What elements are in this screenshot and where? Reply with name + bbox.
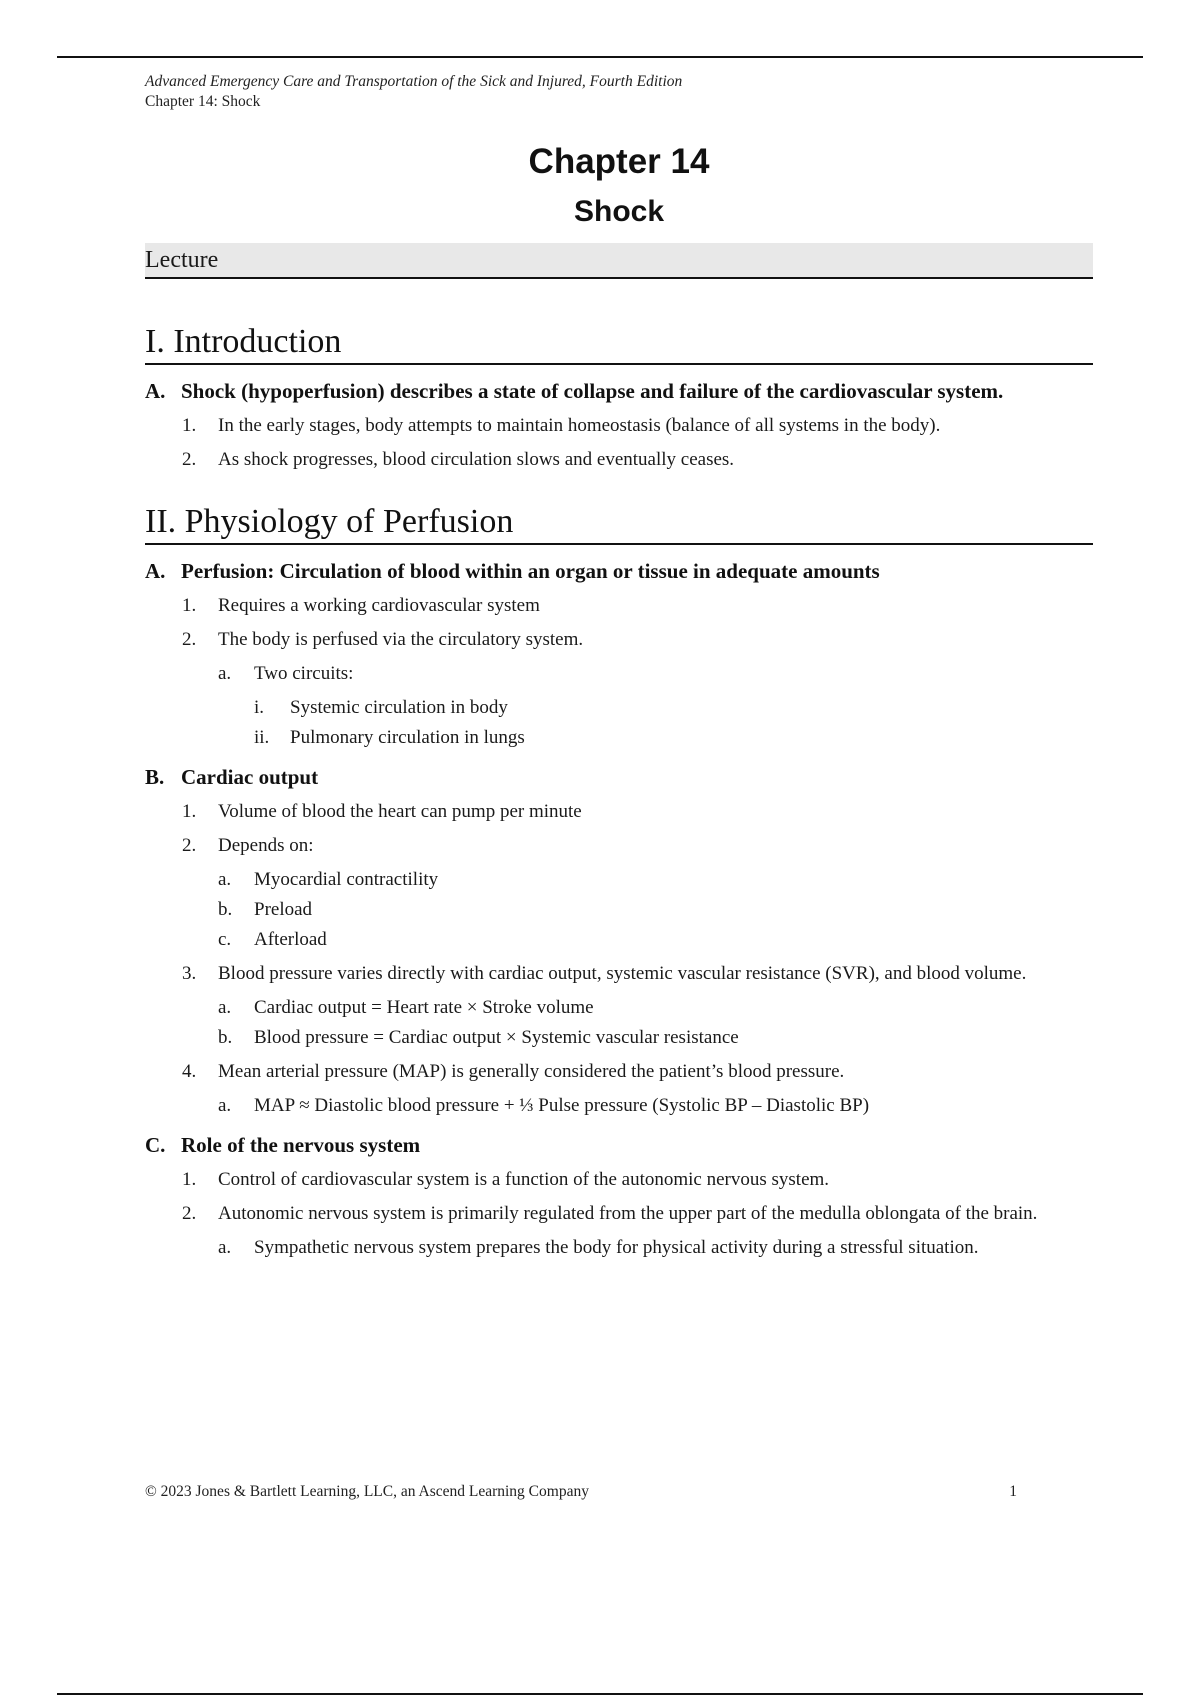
list-text: Cardiac output = Heart rate × Stroke volume	[254, 997, 594, 1018]
sub-list-item	[145, 995, 1093, 1021]
section-heading-physiology: II. Physiology of Perfusion	[145, 501, 1093, 545]
list-item	[145, 1059, 1093, 1085]
list-marker: b.	[218, 899, 233, 920]
list-text: Blood pressure varies directly with cardiac output, systemic vascular resistance (SVR), and blood volume.	[218, 963, 1027, 984]
section-heading-introduction: I. Introduction	[145, 321, 1093, 365]
list-text: Blood pressure = Cardiac output × Systemic vascular resistance	[254, 1027, 739, 1048]
list-text: Systemic circulation in body	[290, 697, 508, 718]
list-marker: 1.	[182, 1169, 197, 1190]
list-marker: a.	[218, 869, 232, 890]
sub-sub-list-item	[145, 695, 1093, 721]
list-text: MAP ≈ Diastolic blood pressure + ⅓ Pulse pressure (Systolic BP – Diastolic BP)	[254, 1095, 870, 1116]
outline-item-a	[145, 377, 1093, 405]
book-title: Advanced Emergency Care and Transportation of the Sick and Injured, Fourth Edition	[145, 73, 683, 90]
list-marker: 2.	[182, 835, 197, 856]
outline-text: Perfusion: Circulation of blood within an organ or tissue in adequate amounts	[181, 559, 880, 583]
outline-marker: A.	[145, 379, 166, 403]
list-item	[145, 593, 1093, 619]
chapter-subtitle: Shock	[573, 195, 665, 228]
outline-text: Role of the nervous system	[181, 1133, 421, 1157]
sub-list-item	[145, 661, 1093, 687]
sub-list-item	[145, 867, 1093, 893]
running-head	[145, 72, 1093, 112]
list-text: Preload	[254, 899, 313, 920]
list-item	[145, 961, 1093, 987]
outline-item-a	[145, 557, 1093, 585]
bottom-rule	[57, 1693, 1143, 1695]
list-marker: a.	[218, 663, 232, 684]
list-item	[145, 833, 1093, 859]
outline-text: Cardiac output	[181, 765, 319, 789]
list-text: Requires a working cardiovascular system	[218, 595, 540, 616]
list-text: Autonomic nervous system is primarily regulated from the upper part of the medulla oblongata of the brain.	[218, 1203, 1038, 1224]
chapter-line: Chapter 14: Shock	[145, 93, 261, 110]
page-footer	[145, 1482, 1017, 1502]
list-item	[145, 627, 1093, 653]
outline-marker: C.	[145, 1133, 166, 1157]
list-marker: 2.	[182, 629, 197, 650]
list-marker: 1.	[182, 801, 197, 822]
list-text: Control of cardiovascular system is a function of the autonomic nervous system.	[218, 1169, 830, 1190]
top-rule	[57, 56, 1143, 58]
list-marker: 1.	[182, 595, 197, 616]
sub-list-item	[145, 897, 1093, 923]
list-text: Pulmonary circulation in lungs	[290, 727, 525, 748]
list-marker: ii.	[254, 727, 270, 748]
list-item	[145, 1167, 1093, 1193]
list-text: Sympathetic nervous system prepares the body for physical activity during a stressful situation.	[254, 1237, 979, 1258]
outline-marker: A.	[145, 559, 166, 583]
sub-list-item	[145, 927, 1093, 953]
sub-list-item	[145, 1025, 1093, 1051]
list-text: Depends on:	[218, 835, 314, 856]
copyright-text: © 2023 Jones & Bartlett Learning, LLC, an Ascend Learning Company	[145, 1483, 589, 1500]
list-item	[145, 799, 1093, 825]
list-text: Mean arterial pressure (MAP) is generally considered the patient’s blood pressure.	[218, 1061, 845, 1082]
list-text: Afterload	[254, 929, 327, 950]
list-marker: a.	[218, 997, 232, 1018]
outline-item-b	[145, 763, 1093, 791]
list-marker: c.	[218, 929, 232, 950]
list-marker: 1.	[182, 415, 197, 436]
list-text: In the early stages, body attempts to maintain homeostasis (balance of all systems in the body).	[218, 415, 941, 436]
list-text: Two circuits:	[254, 663, 354, 684]
outline-item-c	[145, 1131, 1093, 1159]
document-page	[145, 72, 1093, 1261]
list-marker: 3.	[182, 963, 197, 984]
list-marker: i.	[254, 697, 265, 718]
sub-list-item	[145, 1235, 1093, 1261]
list-text: Myocardial contractility	[254, 869, 439, 890]
list-marker: a.	[218, 1237, 232, 1258]
list-item	[145, 1201, 1093, 1227]
list-item	[145, 447, 1093, 473]
page-number: 1	[1009, 1483, 1017, 1500]
list-marker: a.	[218, 1095, 232, 1116]
list-marker: 4.	[182, 1061, 197, 1082]
lecture-bar: Lecture	[145, 243, 1093, 279]
list-item	[145, 413, 1093, 439]
list-text: Volume of blood the heart can pump per minute	[218, 801, 582, 822]
outline-marker: B.	[145, 765, 165, 789]
outline-text: Shock (hypoperfusion) describes a state of collapse and failure of the cardiovascular system.	[181, 379, 1004, 403]
list-marker: 2.	[182, 449, 197, 470]
list-text: The body is perfused via the circulatory system.	[218, 629, 584, 650]
sub-sub-list-item	[145, 725, 1093, 751]
sub-list-item	[145, 1093, 1093, 1119]
chapter-title: Chapter 14	[528, 142, 710, 181]
list-text: As shock progresses, blood circulation slows and eventually ceases.	[218, 449, 735, 470]
list-marker: 2.	[182, 1203, 197, 1224]
list-marker: b.	[218, 1027, 233, 1048]
